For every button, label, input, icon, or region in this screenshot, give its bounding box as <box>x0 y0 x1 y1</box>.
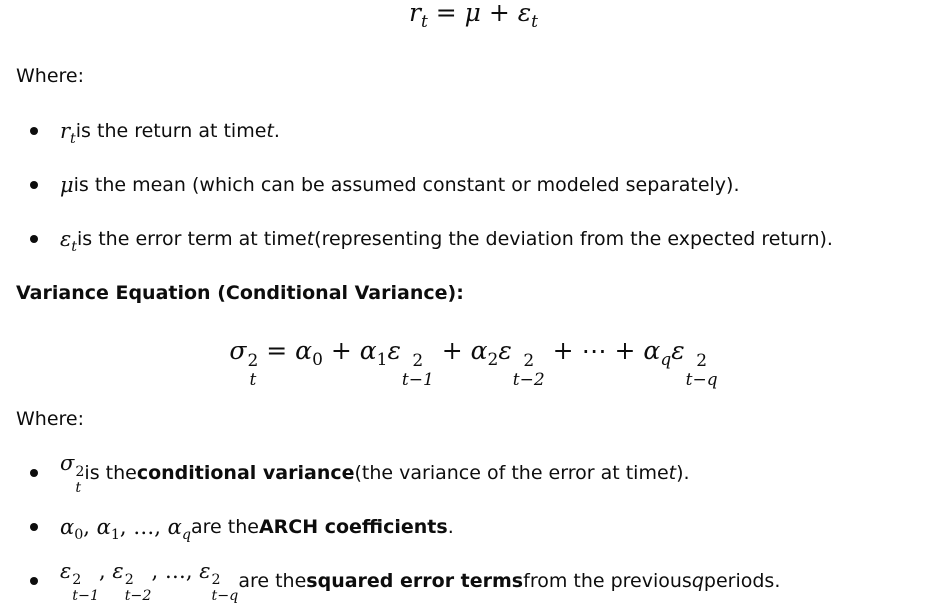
math-symbol: $r_t$ <box>60 119 76 148</box>
math-symbol: ε 2 t−1 , ε 2 t−2 , …, ε 2 t−q <box>60 558 239 604</box>
list-item-text: is the error term at time <box>77 228 307 250</box>
math-symbol: σ 2 t <box>60 450 85 496</box>
math-symbol: $\varepsilon_t$ <box>60 227 78 256</box>
bullet-icon <box>30 523 38 531</box>
list-item-text: is the mean (which can be assumed constant or modeled separately). <box>73 174 740 196</box>
mean-equation: $r_t = \mu + \varepsilon_t$ <box>408 0 539 32</box>
list-item: $\alpha_0$, $\alpha_1$, …, $\alpha_q$ are the ARCH coefficients . <box>30 513 454 541</box>
list-item: $r_t$ is the return at time t . <box>30 117 280 145</box>
list-item-text: is the return at time <box>75 120 267 142</box>
bullet-icon <box>30 181 38 189</box>
list-item <box>30 171 739 199</box>
bullet-icon <box>30 127 38 135</box>
list-item: σ 2 t is the conditional variance (the variance of the error at time t ). <box>30 459 690 487</box>
where-label-2: Where: <box>16 408 85 430</box>
bullet-icon <box>30 235 38 243</box>
bullet-icon <box>30 577 38 585</box>
variance-equation: σ 2 t = $\alpha_0 + \alpha_1\varepsilon$ 2 t−1 + $\alpha_2\varepsilon$ 2 t−2 + ⋯ + $\alpha_q\varepsilon$ 2 t−q <box>229 336 718 391</box>
math-symbol: μ <box>60 173 74 197</box>
math-symbol: $\alpha_0$, $\alpha_1$, …, $\alpha_q$ <box>60 515 191 544</box>
list-item: $\varepsilon_t$ is the error term at time t (representing the deviation from the expected return). <box>30 225 833 253</box>
bullet-icon <box>30 469 38 477</box>
variance-heading: Variance Equation (Conditional Variance): <box>16 282 464 304</box>
where-label-1: Where: <box>16 65 85 87</box>
list-item: ε 2 t−1 , ε 2 t−2 , …, ε 2 t−q are the squared error terms from the previous q periods. <box>30 567 780 595</box>
